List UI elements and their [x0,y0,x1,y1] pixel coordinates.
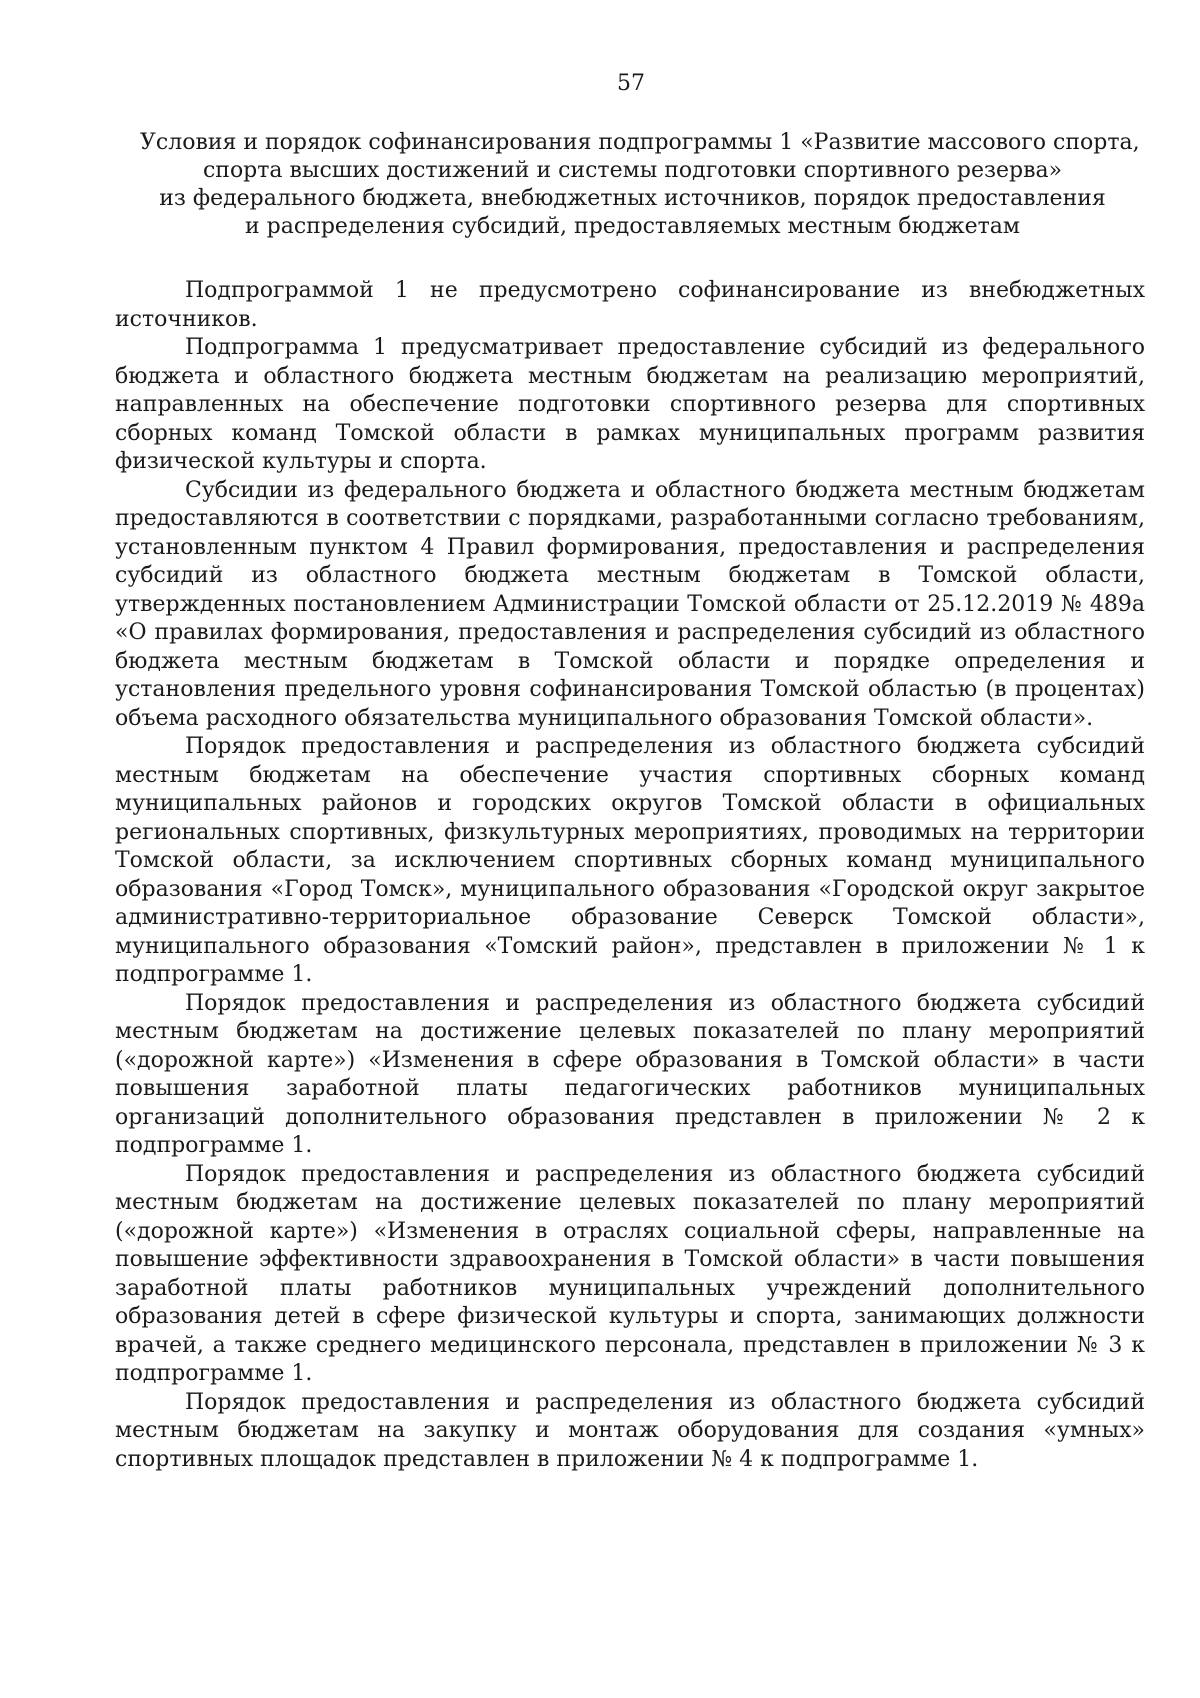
title-line-3: из федерального бюджета, внебюджетных источников, порядок предоставления [159,186,1106,211]
title-line-2: спорта высших достижений и системы подготовки спортивного резерва» [202,158,1063,183]
section-title [140,129,1140,241]
page-number: 57 [617,71,645,96]
paragraph-7: Порядок предоставления и распределения из областного бюджета субсидий местным бюджетам на закупку и монтаж оборудования для создания «умных» спортивных площадок представлен в приложении № 4 к подпрограмме 1. [115,1389,1145,1472]
title-line-4: и распределения субсидий, предоставляемых местным бюджетам [244,214,1020,239]
document-body [115,277,1145,1474]
paragraph-2: Подпрограмма 1 предусматривает предоставление субсидий из федерального бюджета и областного бюджета местным бюджетам на реализацию мероприятий, направленных на обеспечение подготовки спортивного резерва для спортивных сборных команд Томской области в рамках муниципальных программ развития физической культуры и спорта. [115,335,1145,474]
paragraph-1: Подпрограммой 1 не предусмотрено софинансирование из внебюджетных источников. [115,278,1145,332]
paragraph-4: Порядок предоставления и распределения из областного бюджета субсидий местным бюджетам на обеспечение участия спортивных сборных команд муниципальных районов и городских округов Томской области в официальных региональных спортивных, физкультурных мероприятиях, проводимых на территории Томской области, за исключением спортивных сборных команд муниципального образования «Город Томск», муниципального образования «Городской округ закрытое административно-территориальное образование Северск Томской области», муниципального образования «Томский район», представлен в приложении № 1 к подпрограмме 1. [115,734,1145,987]
paragraph-3: Субсидии из федерального бюджета и областного бюджета местным бюджетам предоставляются в соответствии с порядками, разработанными согласно требованиям, установленным пунктом 4 Правил формирования, предоставления и распределения субсидий из областного бюджета местным бюджетам в Томской области, утвержденных постановлением Администрации Томской области от 25.12.2019 № 489а «О правилах формирования, предоставления и распределения субсидий из областного бюджета местным бюджетам в Томской области и порядке определения и установления предельного уровня софинансирования Томской областью (в процентах) объема расходного обязательства муниципального образования Томской области». [115,477,1145,731]
title-line-1: Условия и порядок софинансирования подпрограммы 1 «Развитие массового спорта, [140,130,1140,155]
paragraph-5: Порядок предоставления и распределения из областного бюджета субсидий местным бюджетам на достижение целевых показателей по плану мероприятий («дорожной карте») «Изменения в сфере образования в Томской области» в части повышения заработной платы педагогических работников муниципальных организаций дополнительного образования представлен в приложении № 2 к подпрограмме 1. [115,990,1145,1158]
paragraph-6: Порядок предоставления и распределения из областного бюджета субсидий местным бюджетам на достижение целевых показателей по плану мероприятий («дорожной карте») «Изменения в отраслях социальной сферы, направленные на повышение эффективности здравоохранения в Томской области» в части повышения заработной платы работников муниципальных учреждений дополнительного образования детей в сфере физической культуры и спорта, занимающих должности врачей, а также среднего медицинского персонала, представлен в приложении № 3 к подпрограмме 1. [115,1161,1145,1386]
